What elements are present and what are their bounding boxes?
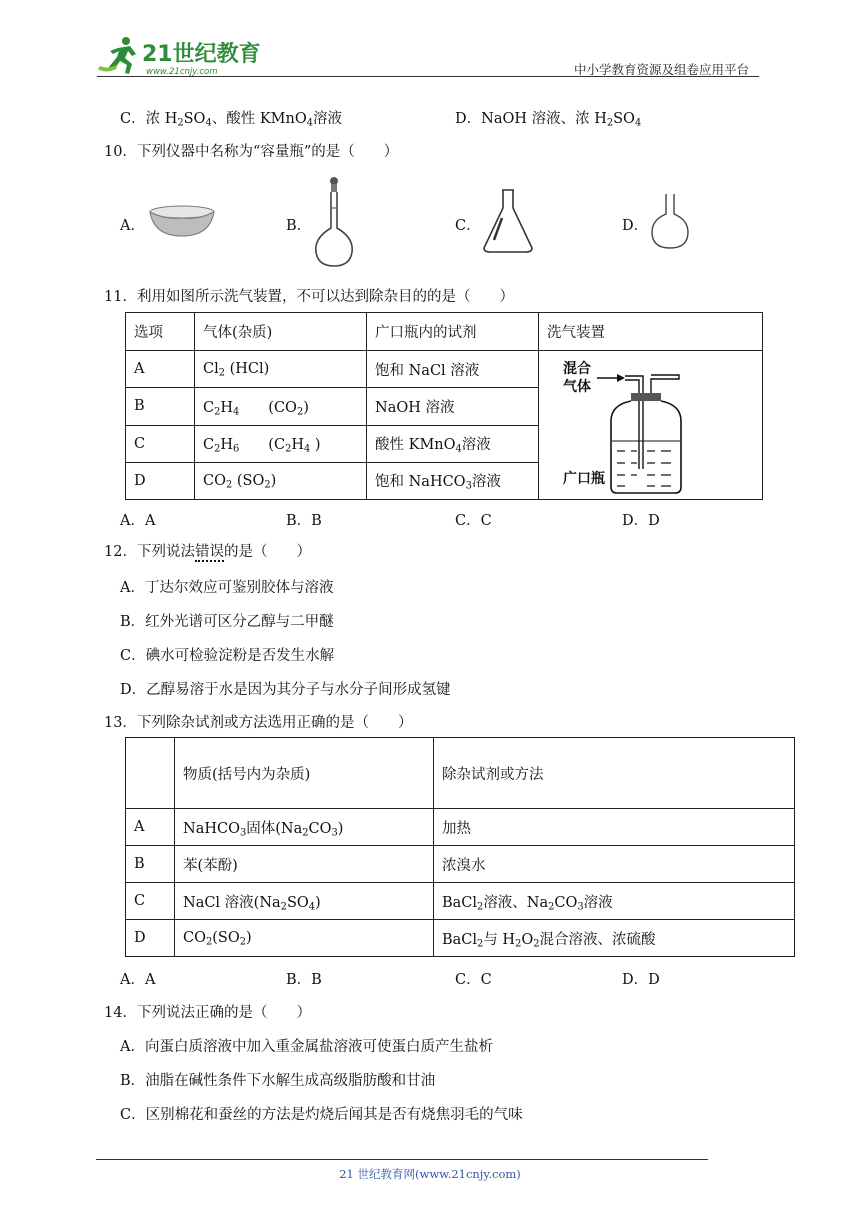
q9-option-d: D．NaOH 溶液、浓 $H_2SO_4$: [455, 111, 642, 129]
reagent-cell: NaOH 溶液: [367, 388, 539, 425]
table-row: [126, 920, 795, 957]
q13-answer-a: A．A: [120, 972, 156, 988]
q10-option-b-label: B．: [286, 218, 312, 234]
table-header-cell: 选项: [126, 313, 195, 351]
site-logo: [96, 36, 266, 80]
q12-option-b: B．红外光谱可区分乙醇与二甲醚: [120, 614, 334, 630]
method-cell: 加热: [434, 809, 795, 846]
q14-option-b: B．油脂在碱性条件下水解生成高级脂肪酸和甘油: [120, 1073, 436, 1089]
q9-option-c: C．浓 $H_2SO_4$、酸性 KMnO$_4$溶液: [120, 111, 342, 129]
substance-cell: NaHCO$_3$固体$(Na_2CO_3)$: [175, 809, 434, 846]
reagent-cell: 酸性 KMnO$_4$溶液: [367, 425, 539, 462]
option-cell: D: [126, 920, 175, 957]
q12-option-a: A．丁达尔效应可鉴别胶体与溶液: [120, 580, 334, 596]
runner-icon: [98, 37, 136, 74]
table-header-cell: 气体(杂质): [195, 313, 367, 351]
footer-divider: [96, 1159, 708, 1160]
round-bottom-flask-icon: [648, 192, 692, 252]
option-cell: C: [126, 425, 195, 462]
q13-table: [125, 737, 795, 957]
table-row: [126, 809, 795, 846]
q13-answer-c: C．C: [455, 972, 492, 988]
q10-option-a-label: A．: [120, 218, 145, 234]
table-header-row: [126, 313, 763, 351]
table-row: [126, 883, 795, 920]
method-cell: BaCl$_2$溶液、$Na_2CO_3$溶液: [434, 883, 795, 920]
logo-title: 21世纪教育: [142, 42, 261, 67]
header-divider: [97, 76, 759, 77]
substance-cell: 苯(苯酚): [175, 846, 434, 883]
table-header-cell: 物质(括号内为杂质): [175, 738, 434, 809]
volumetric-flask-icon: [312, 176, 356, 270]
q12-option-c: C．碘水可检验淀粉是否发生水解: [120, 648, 335, 664]
q11-answer-a: A．A: [120, 513, 156, 529]
q10-option-d-label: D．: [622, 218, 649, 234]
option-cell: D: [126, 462, 195, 499]
footer-link[interactable]: 21 世纪教育网(www.21cnjy.com): [339, 1167, 521, 1181]
reagent-cell: 饱和 NaCl 溶液: [367, 351, 539, 388]
q10-stem: 10．下列仪器中名称为“容量瓶”的是（ ）: [104, 144, 399, 160]
method-cell: BaCl$_2$与 $H_2O_2$混合溶液、浓硫酸: [434, 920, 795, 957]
gas-cell: $CO_2$ $(SO_2)$: [195, 462, 367, 499]
q11-answer-d: D．D: [622, 513, 660, 529]
q11-stem: 11．利用如图所示洗气装置，不可以达到除杂目的的是（ ）: [104, 289, 514, 305]
q14-stem: 14．下列说法正确的是（ ）: [104, 1005, 311, 1021]
table-header-row: [126, 738, 795, 809]
apparatus-cell: [539, 351, 763, 500]
q11-answer-b: B．B: [286, 513, 322, 529]
gas-cell: $C_2H_6$ ($C_2H_4$ ): [195, 425, 367, 462]
option-cell: B: [126, 388, 195, 425]
q13-stem: 13．下列除杂试剂或方法选用正确的是（ ）: [104, 715, 413, 731]
emphasis-mark: 错误: [194, 544, 224, 560]
gas-mix-label-2: 气体: [563, 379, 591, 395]
table-row: [126, 846, 795, 883]
q13-answer-b: B．B: [286, 972, 322, 988]
option-cell: A: [126, 351, 195, 388]
table-header-cell: 除杂试剂或方法: [434, 738, 795, 809]
substance-cell: $CO_2(SO_2)$: [175, 920, 434, 957]
reagent-cell: 饱和 NaHCO$_3$溶液: [367, 462, 539, 499]
option-cell: C: [126, 883, 175, 920]
table-header-cell: 洗气装置: [539, 313, 763, 351]
evaporating-dish-icon: [146, 200, 218, 240]
q12-stem: 12．下列说法错误的是（ ）: [104, 544, 311, 560]
q10-option-c-label: C．: [455, 218, 481, 234]
gas-cell: $Cl_2$ (HCl): [195, 351, 367, 388]
table-header-cell: [126, 738, 175, 809]
substance-cell: NaCl 溶液$(Na_2SO_4)$: [175, 883, 434, 920]
gas-cell: $C_2H_4$ $(CO_2)$: [195, 388, 367, 425]
wide-mouth-bottle-label: 广口瓶: [563, 471, 605, 487]
option-cell: B: [126, 846, 175, 883]
option-cell: A: [126, 809, 175, 846]
q11-answer-c: C．C: [455, 513, 492, 529]
q13-answer-d: D．D: [622, 972, 660, 988]
q11-table: [125, 312, 763, 500]
method-cell: 浓溴水: [434, 846, 795, 883]
header-platform-text: 中小学教育资源及组卷应用平台: [574, 62, 750, 77]
table-header-cell: 广口瓶内的试剂: [367, 313, 539, 351]
logo-url: www.21cnjy.com: [146, 67, 218, 77]
gas-washing-bottle-icon: [539, 351, 761, 499]
q14-option-a: A．向蛋白质溶液中加入重金属盐溶液可使蛋白质产生盐析: [120, 1039, 493, 1055]
conical-flask-icon: [480, 188, 536, 254]
gas-mix-label-1: 混合: [563, 361, 591, 377]
q14-option-c: C．区别棉花和蚕丝的方法是灼烧后闻其是否有烧焦羽毛的气味: [120, 1107, 523, 1123]
table-row: [126, 351, 763, 388]
q12-option-d: D．乙醇易溶于水是因为其分子与水分子间形成氢键: [120, 682, 451, 698]
